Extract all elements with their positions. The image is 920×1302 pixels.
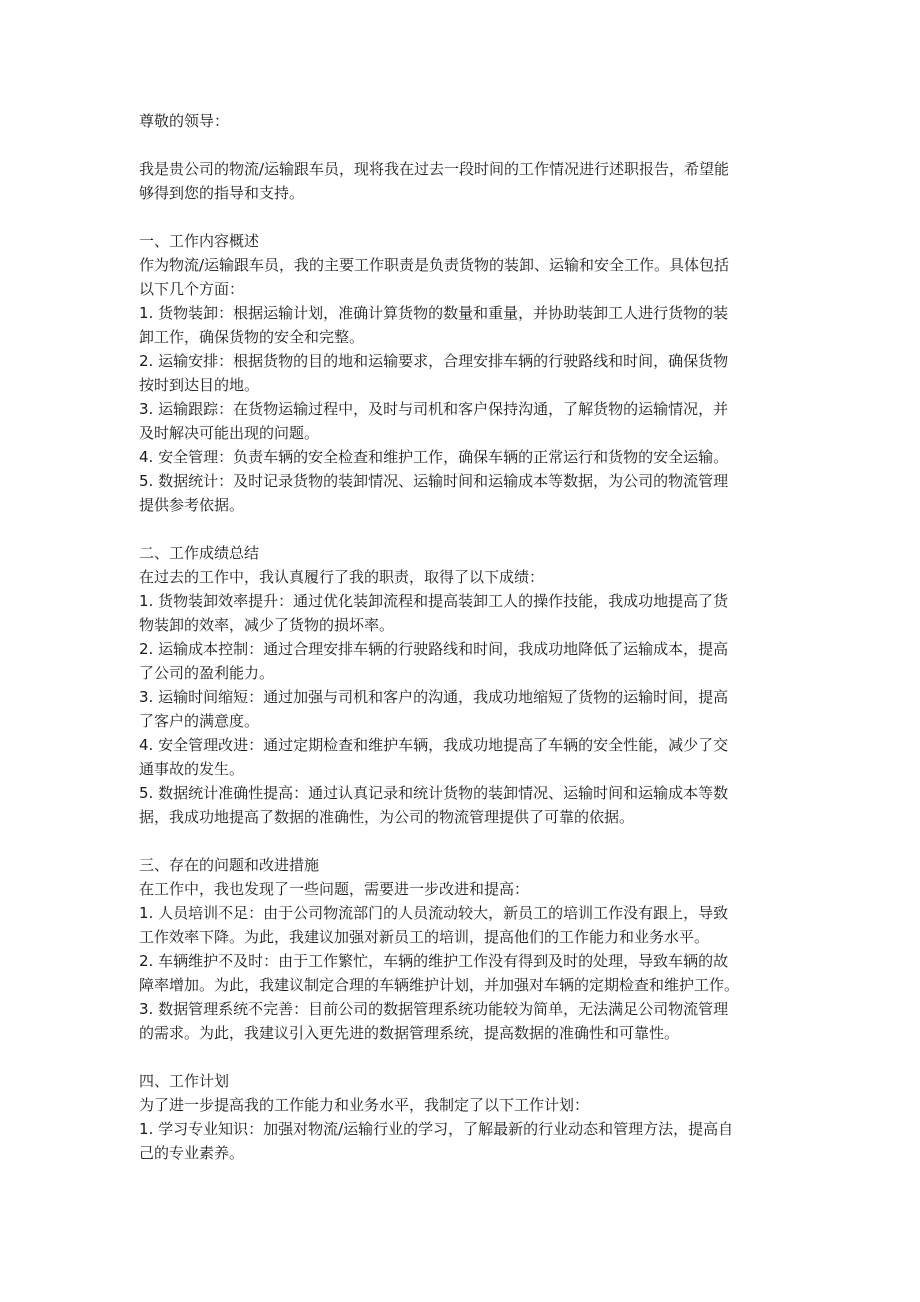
section-heading: 三、存在的问题和改进措施 (139, 856, 320, 874)
section-heading: 二、工作成绩总结 (139, 544, 260, 562)
list-item-line: 障率增加。为此，我建议制定合理的车辆维护计划，并加强对车辆的定期检查和维护工作。 (139, 976, 740, 994)
list-item-line: 4. 安全管理改进：通过定期检查和维护车辆，我成功地提高了车辆的安全性能，减少了交 (139, 736, 729, 754)
list-item-line: 己的专业素养。 (139, 1144, 245, 1162)
paragraph-line: 为了进一步提高我的工作能力和业务水平，我制定了以下工作计划： (139, 1096, 590, 1114)
spacer (139, 205, 789, 229)
document-page (139, 109, 789, 1165)
list-item-line: 按时到达目的地。 (139, 376, 260, 394)
list-item-line: 及时解决可能出现的问题。 (139, 424, 320, 442)
paragraph-line: 在工作中，我也发现了一些问题，需要进一步改进和提高： (139, 880, 530, 898)
list-item-line: 的需求。为此，我建议引入更先进的数据管理系统，提高数据的准确性和可靠性。 (139, 1024, 680, 1042)
section-heading: 四、工作计划 (139, 1072, 230, 1090)
list-item-line: 1. 货物装卸效率提升：通过优化装卸流程和提高装卸工人的操作技能，我成功地提高了货 (139, 592, 729, 610)
list-item-line: 物装卸的效率，减少了货物的损坏率。 (139, 616, 395, 634)
list-item-line: 工作效率下降。为此，我建议加强对新员工的培训，提高他们的工作能力和业务水平。 (139, 928, 710, 946)
paragraph-line: 以下几个方面： (139, 280, 245, 298)
list-item-line: 通事故的发生。 (139, 760, 245, 778)
spacer (139, 133, 789, 157)
section-heading: 一、工作内容概述 (139, 232, 260, 250)
list-item-line: 1. 学习专业知识：加强对物流/运输行业的学习，了解最新的行业动态和管理方法，提高自 (139, 1120, 734, 1138)
list-item-line: 1. 货物装卸：根据运输计划，准确计算货物的数量和重量，并协助装卸工人进行货物的装 (139, 304, 729, 322)
paragraph-line: 作为物流/运输跟车员，我的主要工作职责是负责货物的装卸、运输和安全工作。具体包括 (139, 256, 730, 274)
list-item-line: 4. 安全管理：负责车辆的安全检查和维护工作，确保车辆的正常运行和货物的安全运输。 (139, 448, 729, 466)
list-item-line: 5. 数据统计：及时记录货物的装卸情况、运输时间和运输成本等数据，为公司的物流管理 (139, 472, 729, 490)
list-item-line: 1. 人员培训不足：由于公司物流部门的人员流动较大，新员工的培训工作没有跟上，导致 (139, 904, 729, 922)
spacer (139, 1045, 789, 1069)
list-item-line: 5. 数据统计准确性提高：通过认真记录和统计货物的装卸情况、运输时间和运输成本等数 (139, 784, 729, 802)
list-item-line: 据，我成功地提高了数据的准确性，为公司的物流管理提供了可靠的依据。 (139, 808, 635, 826)
list-item-line: 3. 数据管理系统不完善：目前公司的数据管理系统功能较为简单，无法满足公司物流管理 (139, 1000, 729, 1018)
list-item-line: 卸工作，确保货物的安全和完整。 (139, 328, 365, 346)
intro-line: 够得到您的指导和支持。 (139, 184, 305, 202)
list-item-line: 提供参考依据。 (139, 496, 245, 514)
list-item-line: 2. 车辆维护不及时：由于工作繁忙，车辆的维护工作没有得到及时的处理，导致车辆的故 (139, 952, 729, 970)
list-item-line: 3. 运输跟踪：在货物运输过程中，及时与司机和客户保持沟通，了解货物的运输情况，并 (139, 400, 729, 418)
salutation: 尊敬的领导： (139, 112, 230, 130)
list-item-line: 2. 运输安排：根据货物的目的地和运输要求，合理安排车辆的行驶路线和时间，确保货物 (139, 352, 729, 370)
spacer (139, 829, 789, 853)
list-item-line: 2. 运输成本控制：通过合理安排车辆的行驶路线和时间，我成功地降低了运输成本，提高 (139, 640, 729, 658)
spacer (139, 517, 789, 541)
paragraph-line: 在过去的工作中，我认真履行了我的职责，取得了以下成绩： (139, 568, 545, 586)
list-item-line: 了公司的盈利能力。 (139, 664, 275, 682)
list-item-line: 3. 运输时间缩短：通过加强与司机和客户的沟通，我成功地缩短了货物的运输时间，提高 (139, 688, 729, 706)
list-item-line: 了客户的满意度。 (139, 712, 260, 730)
intro-line: 我是贵公司的物流/运输跟车员，现将我在过去一段时间的工作情况进行述职报告，希望能 (139, 160, 730, 178)
